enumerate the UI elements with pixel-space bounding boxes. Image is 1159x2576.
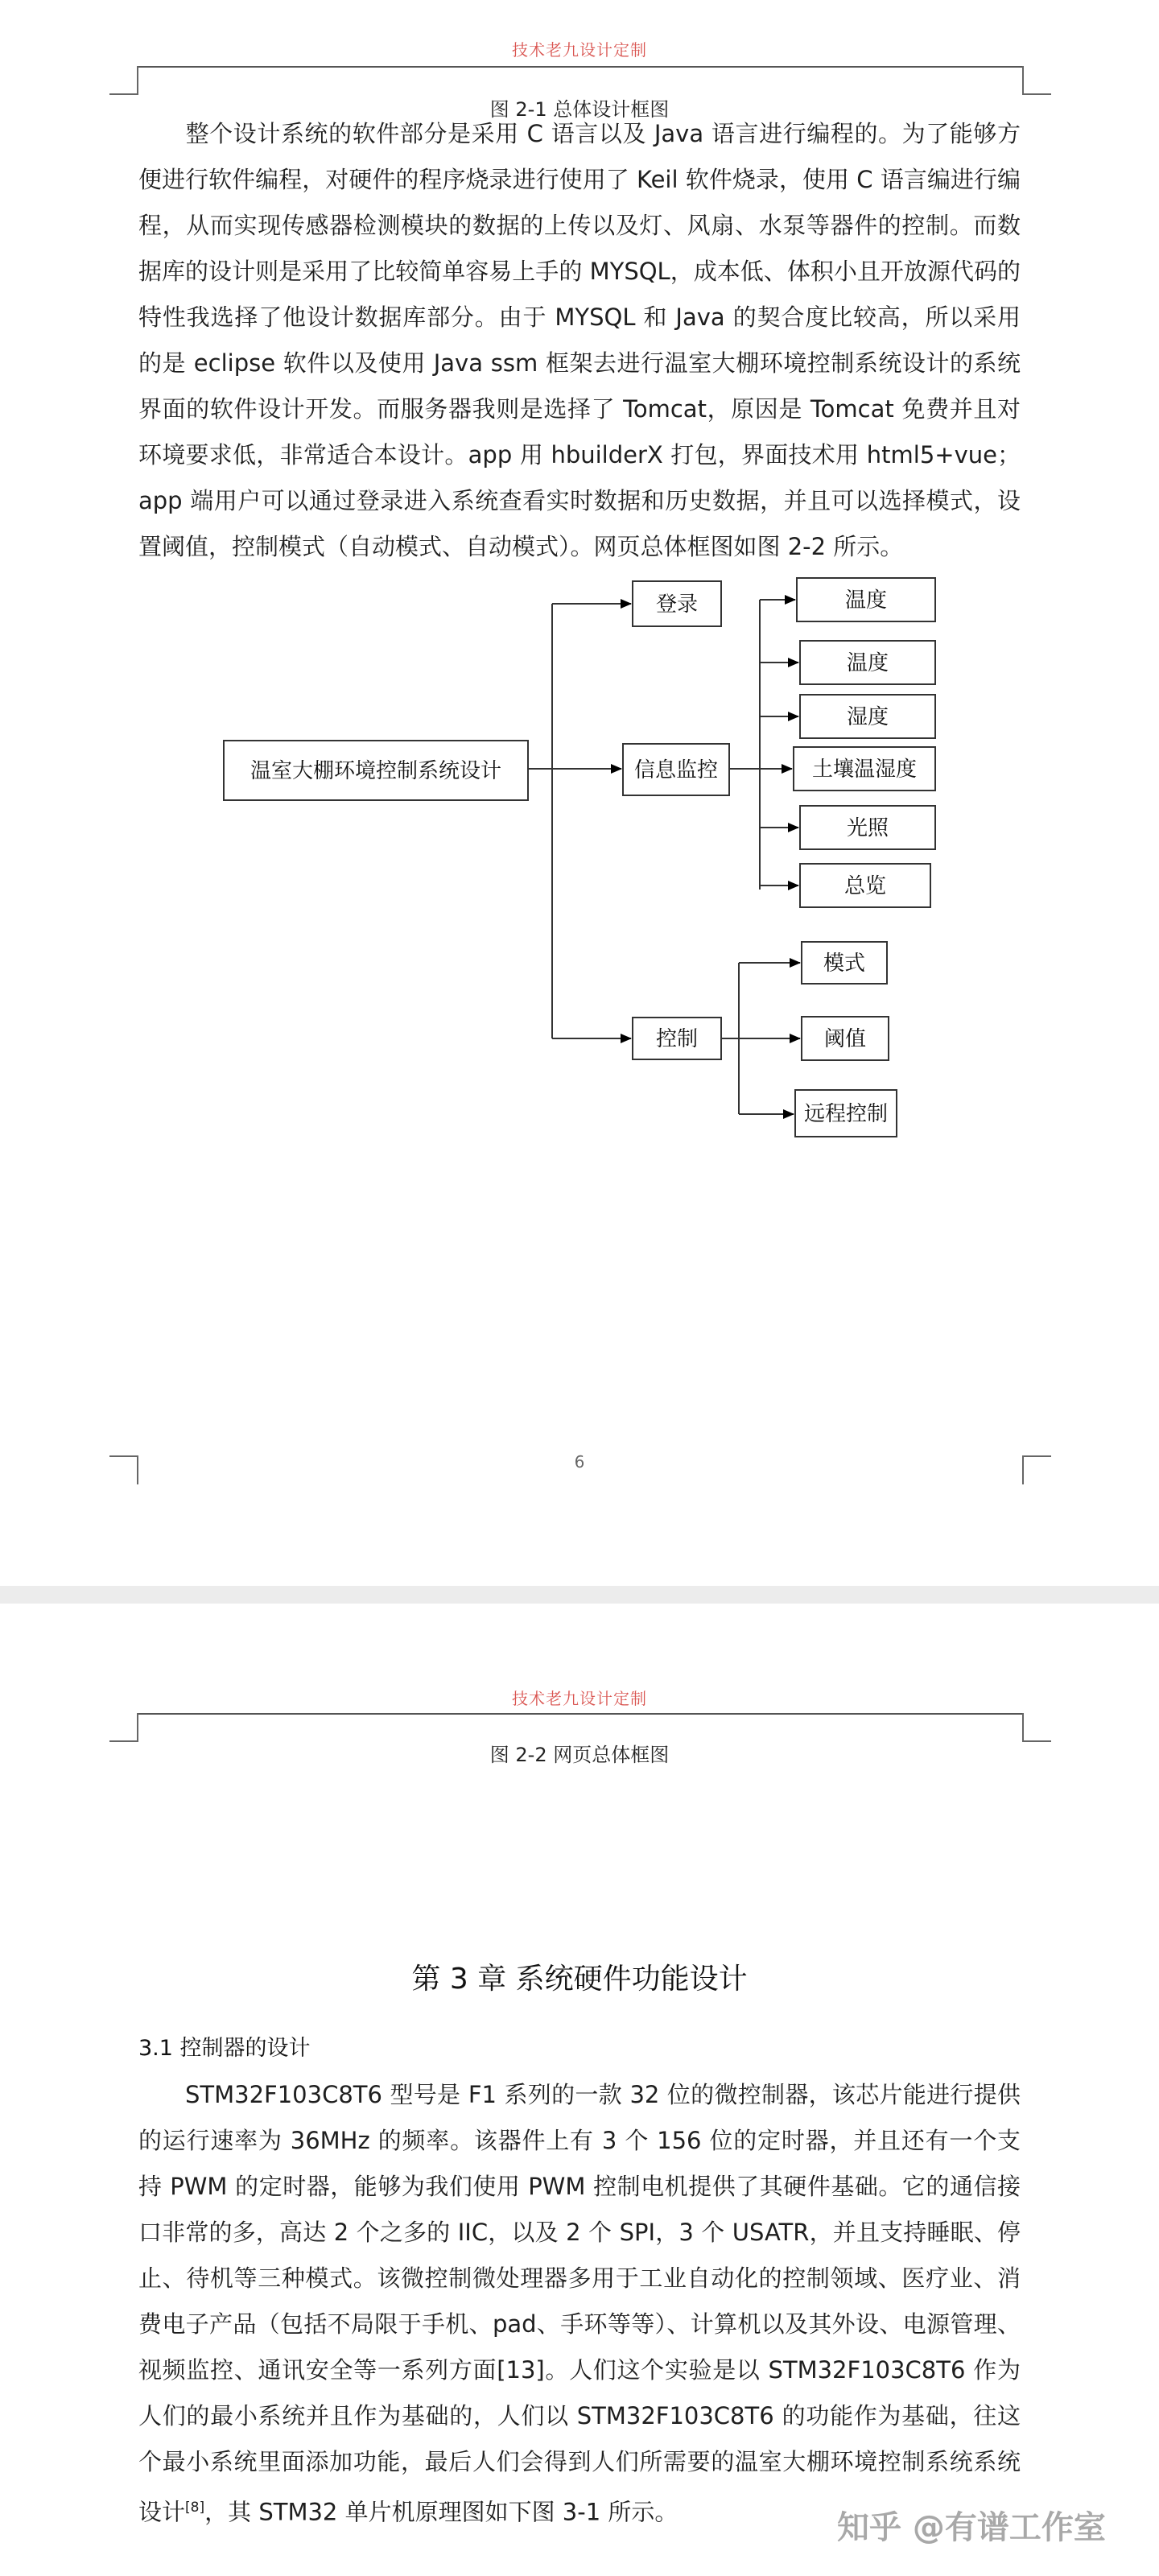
chapter-title: 第 3 章 系统硬件功能设计 [411, 1963, 748, 1996]
diagram-control-item-label: 远程控制 [803, 1102, 889, 1126]
page-separator [0, 1586, 1159, 1604]
diagram-monitor-item [800, 695, 935, 738]
crop-mark-top-right [1022, 1713, 1051, 1742]
web-overall-block-diagram [0, 0, 1159, 1175]
diagram-node-login-label: 登录 [655, 592, 699, 617]
diagram-monitor-item [800, 641, 935, 684]
header-rule [137, 1713, 1022, 1715]
body-paragraph-controller-tail: ，其 STM32 单片机原理图如下图 3-1 所示。 [204, 2498, 678, 2526]
diagram-monitor-item [797, 578, 935, 621]
diagram-monitor-item-label: 温度 [844, 588, 888, 613]
diagram-node-control [633, 1018, 721, 1059]
diagram-node-root-label: 温室大棚环境控制系统设计 [250, 759, 502, 783]
diagram-monitor-item [800, 806, 935, 849]
citation-marker: [8] [185, 2500, 205, 2516]
diagram-node-control-label: 控制 [655, 1027, 699, 1051]
page-header-title: 技术老九设计定制 [512, 1689, 647, 1708]
diagram-node-monitor [623, 744, 729, 795]
diagram-node-login [633, 581, 721, 626]
diagram-control-item-label: 阈值 [823, 1027, 867, 1051]
diagram-monitor-item-label: 土壤温湿度 [811, 758, 918, 782]
body-paragraph-controller-text: STM32F103C8T6 型号是 F1 系列的一款 32 位的微控制器，该芯片能进行提供的运行速率为 36MHz 的频率。该器件上有 3 个 156 位的定时器，并且还有一个支持 PWM 的定时器，能够为我们使用 PWM 控制电机提供了其硬件基础。它的通信接口非常的多，高达 2 个之多的 IIC，以及 2 个 SPI，3 个 USATR，并且支持睡眠、停止、待机等三种模式。该微控制微处理器多用于工业自动化的控制领域、医疗业、消费电子产品（包括不局限于手机、pad、手环等等）、计算机以及其外设、电源管理、视频监控、通讯安全等一系列方面[13]。人们这个实验是以 STM32F103C8T6 作为人们的最小系统并且作为基础的，人们以 STM32F103C8T6 的功能作为基础，往这个最小系统里面添加功能，最后人们会得到人们所需要的温室大棚环境控制系统系统设计 [138, 2081, 1021, 2526]
watermark: 知乎 @有谱工作室 [837, 2509, 1106, 2546]
document-page-2 [0, 1604, 1159, 2576]
diagram-control-item-label: 模式 [823, 952, 866, 976]
diagram-monitor-item [794, 747, 935, 791]
body-paragraph-controller [138, 2072, 1021, 2536]
diagram-control-item [795, 1090, 897, 1137]
diagram-control-item [802, 942, 887, 984]
crop-mark-top-left [109, 1713, 138, 1742]
diagram-monitor-item-label: 总览 [843, 874, 887, 898]
diagram-monitor-item-label: 光照 [846, 816, 889, 840]
diagram-monitor-item-label: 温度 [846, 651, 889, 675]
diagram-monitor-item [800, 864, 930, 907]
body-paragraph-software-text: 整个设计系统的软件部分是采用 C 语言以及 Java 语言进行编程的。为了能够方便进行软件编程，对硬件的程序烧录进行使用了 Keil 软件烧录，使用 C 语言编进行编程，从而实现传感器检测模块的数据的上传以及灯、风扇、水泵等器件的控制。而数据库的设计则是采用了比较简单容易上手的 MYSQL，成本低、体积小且开放源代码的特性我选择了他设计数据库部分。由于 MYSQL 和 Java 的契合度比较高，所以采用的是 eclipse 软件以及使用 Java ssm 框架去进行温室大棚环境控制系统设计的系统界面的软件设计开发。而服务器我则是选择了 Tomcat，原因是 Tomcat 免费并且对环境要求低，非常适合本设计。app 用 hbuilderX 打包，界面技术用 html5+vue；app 端用户可以通过登录进入系统查看实时数据和历史数据，并且可以选择模式，设置阈值，控制模式（自动模式、自动模式）。网页总体框图如图 2-2 所示。 [138, 120, 1021, 560]
figure-caption-2-1: 图 2-1 总体设计框图 [489, 98, 670, 121]
section-title: 3.1 控制器的设计 [138, 2036, 311, 2061]
page-number: 6 [574, 1452, 585, 1472]
figure-caption-2-2: 图 2-2 网页总体框图 [489, 1744, 670, 1766]
diagram-control-item [802, 1017, 889, 1060]
diagram-monitor-item-label: 湿度 [846, 705, 889, 729]
diagram-node-root [224, 741, 528, 800]
diagram-node-monitor-label: 信息监控 [633, 758, 719, 782]
page-header-title: 技术老九设计定制 [512, 40, 647, 60]
